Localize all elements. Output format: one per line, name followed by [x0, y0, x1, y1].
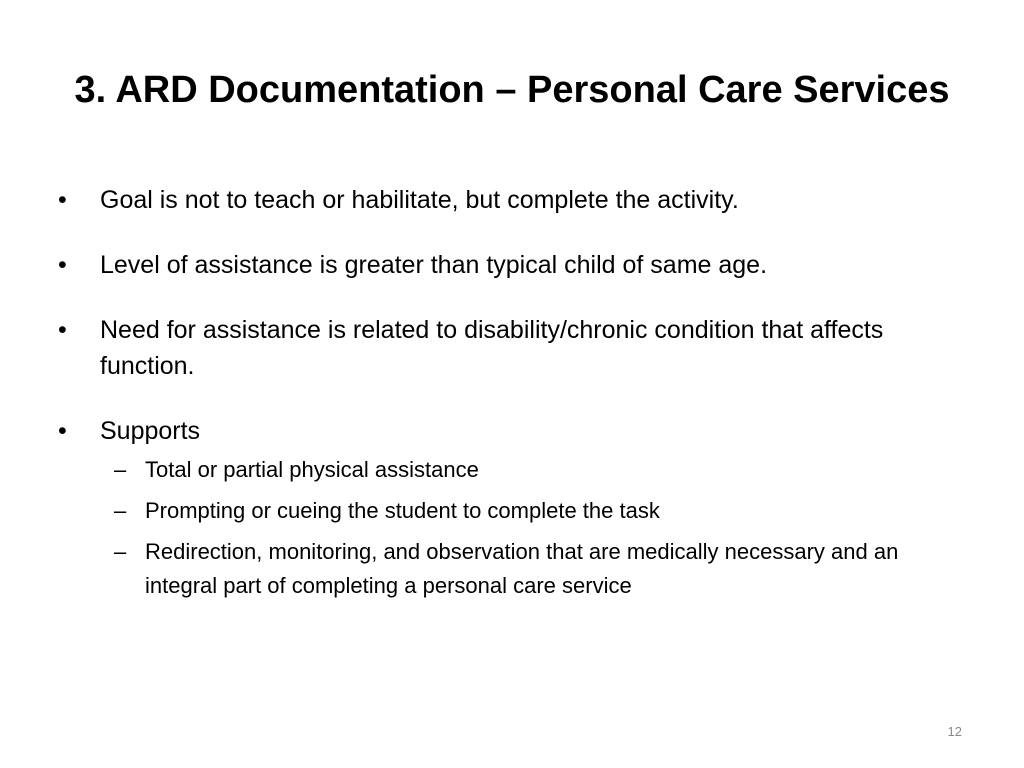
bullet-item [56, 312, 966, 384]
bullet-icon: • [58, 417, 67, 445]
bullet-text: Supports [100, 417, 201, 445]
page-number: 12 [947, 724, 962, 739]
sub-bullet-item [100, 453, 966, 487]
slide-title: 3. ARD Documentation – Personal Care Services [74, 69, 950, 111]
bullet-item [56, 182, 966, 218]
bullet-item [56, 247, 966, 283]
sub-bullet-item [100, 535, 966, 603]
bullet-icon: • [58, 316, 67, 344]
bullet-list [56, 182, 966, 610]
dash-icon: – [114, 457, 127, 482]
sub-bullet-text: Prompting or cueing the student to complete the task [145, 498, 660, 523]
bullet-item-supports [56, 413, 966, 603]
bullet-text: Level of assistance is greater than typical child of same age. [100, 251, 768, 279]
sub-bullet-text: Total or partial physical assistance [145, 457, 479, 482]
sub-bullet-text: Redirection, monitoring, and observation that are medically necessary and an integral part of completing a personal care service [145, 539, 899, 598]
bullet-icon: • [58, 251, 67, 279]
dash-icon: – [114, 539, 127, 564]
sub-bullet-list [100, 453, 966, 603]
bullet-text: Goal is not to teach or habilitate, but complete the activity. [100, 186, 739, 214]
dash-icon: – [114, 498, 127, 523]
bullet-icon: • [58, 186, 67, 214]
sub-bullet-item [100, 494, 966, 528]
bullet-text: Need for assistance is related to disability/chronic condition that affects function. [100, 316, 884, 380]
